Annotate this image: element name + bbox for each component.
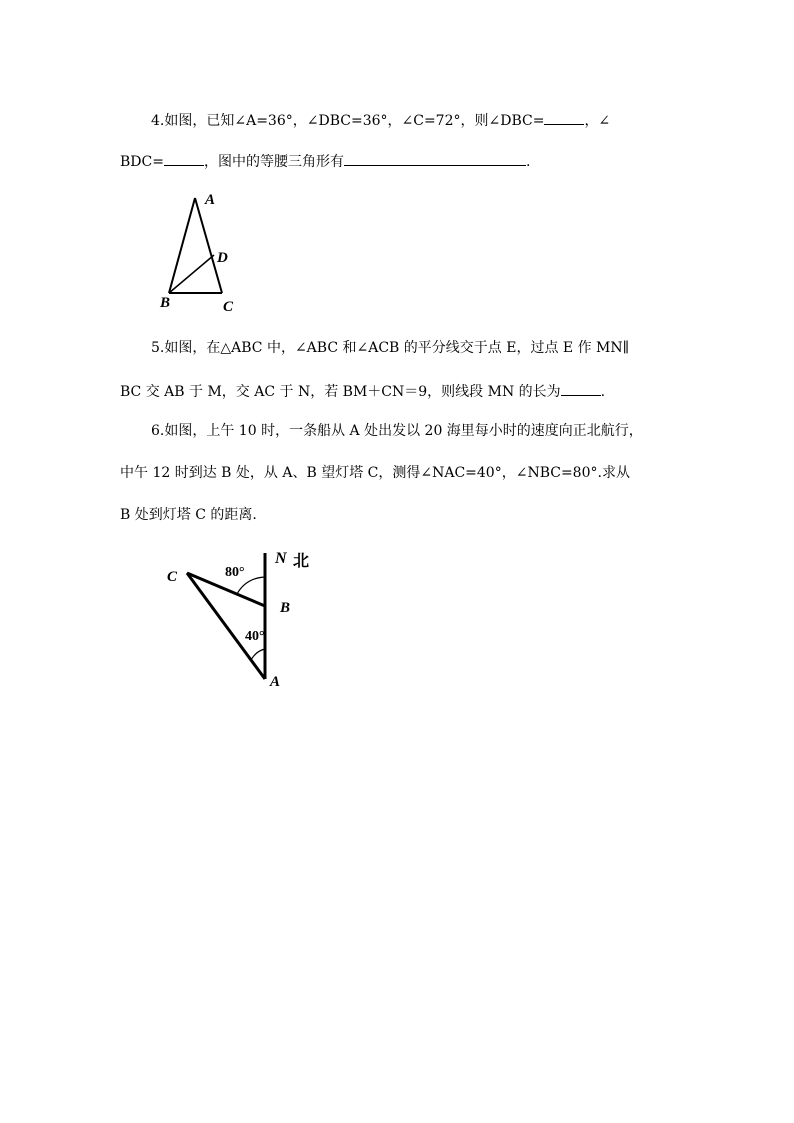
q4-line-2 — [120, 151, 530, 171]
q5-blank-1[interactable] — [561, 381, 601, 396]
q4-segment-bd — [169, 255, 214, 293]
q4-blank-1[interactable] — [544, 110, 584, 125]
q6-label-b: B — [280, 600, 291, 616]
q6-text-2: 中午 12 时到达 B 处，从 A、B 望灯塔 C，测得∠NAC=40°，∠NBC=80°.求从 — [120, 465, 630, 481]
q6-line-1 — [151, 422, 643, 440]
q6-label-north: 北 — [293, 553, 310, 570]
q6-text-1: 6.如图，上午 10 时，一条船从 A 处出发以 20 海里每小时的速度向正北航行， — [151, 423, 643, 439]
q4-text-1: 4.如图，已知∠A=36°，∠DBC=36°，∠C=72°，则∠DBC= — [151, 113, 545, 129]
q6-line-3 — [120, 506, 257, 524]
q5-text-2: BC 交 AB 于 M，交 AC 于 N，若 BM＋CN＝9，则线段 MN 的长为 — [120, 384, 561, 400]
q4-line-1 — [151, 110, 610, 130]
q6-angle-80-label: 80° — [225, 565, 245, 580]
q4-blank-2[interactable] — [164, 151, 204, 166]
q4-text-1-end: ，∠ — [584, 113, 611, 129]
q4-blank-3[interactable] — [344, 151, 526, 166]
q6-label-n: N — [275, 550, 287, 567]
q6-text-3: B 处到灯塔 C 的距离. — [120, 507, 257, 523]
q4-label-c: C — [223, 299, 234, 315]
q4-text-2-mid: ，图中的等腰三角形有 — [203, 154, 344, 170]
q6-angle-arc-40 — [251, 649, 265, 660]
q6-line-2 — [120, 464, 630, 482]
q4-label-d: D — [217, 250, 228, 266]
q6-label-c: C — [167, 569, 178, 585]
q4-label-b: B — [160, 295, 171, 311]
q4-side-ac — [195, 198, 222, 293]
q5-line-1 — [151, 339, 629, 357]
q6-lighthouse-figure — [160, 545, 330, 695]
q4-label-a: A — [205, 192, 216, 208]
q4-text-2-start: BDC= — [120, 154, 164, 170]
q4-triangle-figure — [150, 185, 250, 320]
q5-text-1: 5.如图，在△ABC 中，∠ABC 和∠ACB 的平分线交于点 E，过点 E 作 MN∥ — [151, 340, 630, 356]
q4-side-ab — [169, 198, 195, 293]
q4-text-2-end: . — [525, 154, 531, 170]
q6-label-a: A — [270, 674, 281, 690]
q6-angle-40-label: 40° — [245, 629, 265, 644]
q5-text-2-end: . — [600, 384, 606, 400]
q5-line-2 — [120, 381, 605, 401]
